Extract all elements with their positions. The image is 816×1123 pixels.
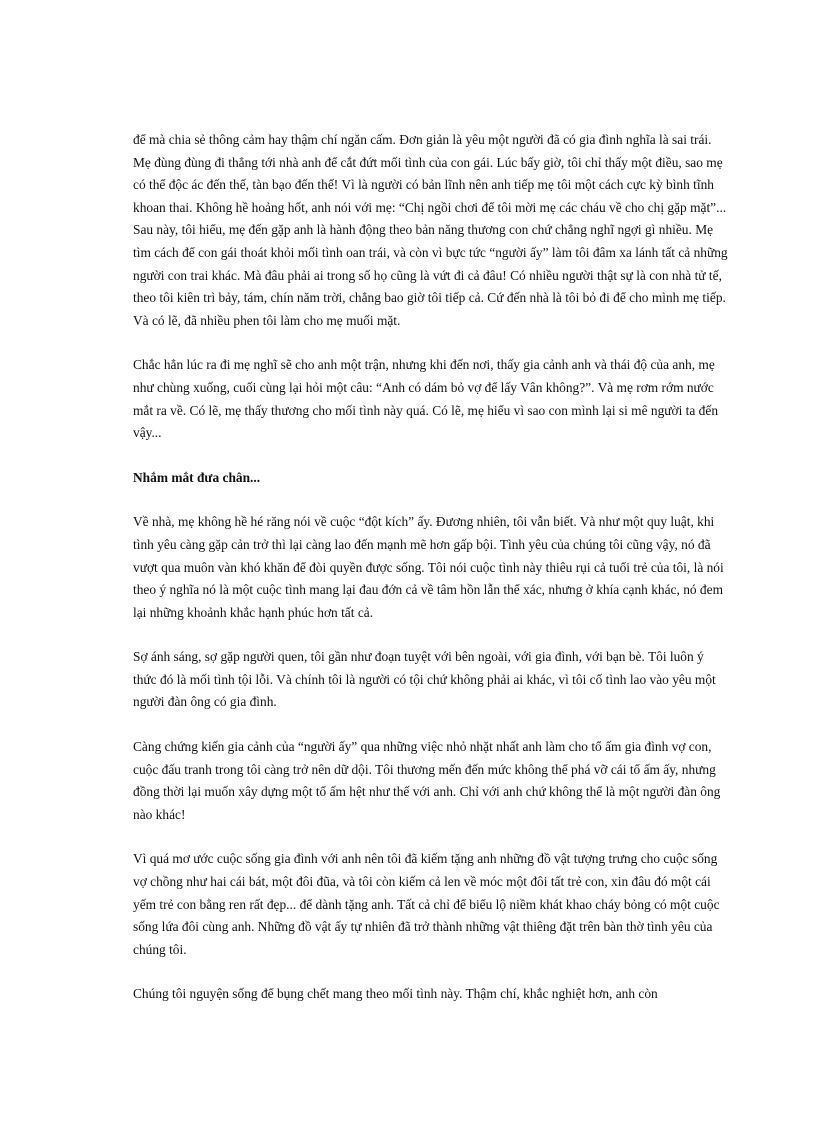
- paragraph-5: Càng chứng kiến gia cảnh của “người ấy” qua những việc nhỏ nhặt nhất anh làm cho tổ ấm gia đình vợ con, cuộc đấu tranh trong tôi càng trở nên dữ dội. Tôi thương mến đến mức không thể phá vỡ cái tổ ấm ấy, nhưng đồng thời lại muốn xây dựng một tổ ấm hệt như thế với anh. Chỉ với anh chứ không thể là một người đàn ông nào khác!: [133, 739, 721, 822]
- paragraph-6: Vì quá mơ ước cuộc sống gia đình với anh nên tôi đã kiếm tặng anh những đồ vật tượng trưng cho cuộc sống vợ chồng như hai cái bát, một đôi đũa, và tôi còn kiếm cả len về móc một đôi tất trẻ con, xin đâu đó một cái yếm trẻ con bằng ren rất đẹp... để dành tặng anh. Tất cả chỉ để biểu lộ niềm khát khao cháy bỏng có một cuộc sống lứa đôi cùng anh. Những đồ vật ấy tự nhiên đã trở thành những vật thiêng đặt trên bàn thờ tình yêu của chúng tôi.: [133, 851, 720, 957]
- paragraph-1: để mà chia sẻ thông cảm hay thậm chí ngăn cấm. Đơn giản là yêu một người đã có gia đình nghĩa là sai trái. Mẹ đùng đùng đi thẳng tới nhà anh để cắt đứt mối tình của con gái. Lúc bấy giờ, tôi chỉ thấy một điều, sao mẹ có thể độc ác đến thế, tàn bạo đến thế! Vì là người có bản lĩnh nên anh tiếp mẹ tôi một cách cực kỳ bình tĩnh khoan thai. Không hề hoảng hốt, anh nói với mẹ: “Chị ngồi chơi để tôi mời mẹ các cháu về cho chị gặp mặt”... Sau này, tôi hiểu, mẹ đến gặp anh là hành động theo bản năng thương con chứ chẳng nghĩ ngợi gì nhiều. Mẹ tìm cách để con gái thoát khỏi mối tình oan trái, và còn vì bực tức “người ấy” làm tôi đâm xa lánh tất cả những người con trai khác. Mà đâu phải ai trong số họ cũng là vứt đi cả đâu! Có nhiều người thật sự là con nhà tử tế, theo tôi kiên trì bảy, tám, chín năm trời, chẳng bao giờ tôi tiếp cả. Cứ đến nhà là tôi bỏ đi để cho mình mẹ tiếp. Và có lẽ, đã nhiều phen tôi làm cho mẹ muối mặt.: [133, 132, 728, 328]
- paragraph-3: Về nhà, mẹ không hề hé răng nói về cuộc “đột kích” ấy. Đương nhiên, tôi vẫn biết. Và như một quy luật, khi tình yêu càng gặp cản trở thì lại càng lao đến mạnh mẽ hơn gấp bội. Tình yêu của chúng tôi cũng vậy, nó đã vượt qua muôn vàn khó khăn để đòi quyền được sống. Tôi nói cuộc tình này thiêu rụi cả tuổi trẻ của tôi, là nói theo ý nghĩa nó là một cuộc tình mang lại đau đớn cả về tâm hồn lẫn thể xác, nhưng ở khía cạnh khác, nó đem lại những khoảnh khắc hạnh phúc hơn tất cả.: [133, 514, 724, 620]
- paragraph-7: Chúng tôi nguyện sống để bụng chết mang theo mối tình này. Thậm chí, khắc nghiệt hơn, anh còn: [133, 986, 658, 1002]
- paragraph-4: Sợ ánh sáng, sợ gặp người quen, tôi gần như đoạn tuyệt với bên ngoài, với gia đình, với bạn bè. Tôi luôn ý thức đó là mối tình tội lỗi. Và chính tôi là người có tội chứ không phải ai khác, vì tôi cố tình lao vào yêu một người đàn ông có gia đình.: [133, 649, 716, 710]
- section-heading: Nhắm mắt đưa chân...: [133, 469, 261, 485]
- document-body: [133, 129, 729, 1028]
- paragraph-2: Chắc hẳn lúc ra đi mẹ nghĩ sẽ cho anh một trận, nhưng khi đến nơi, thấy gia cảnh anh và thái độ của anh, mẹ như chùng xuống, cuối cùng lại hỏi một câu: “Anh có dám bỏ vợ để lấy Vân không?”. Và mẹ rơm rớm nước mắt ra về. Có lẽ, mẹ thấy thương cho mối tình này quá. Có lẽ, mẹ hiểu vì sao con mình lại si mê người ta đến vậy...: [133, 357, 719, 441]
